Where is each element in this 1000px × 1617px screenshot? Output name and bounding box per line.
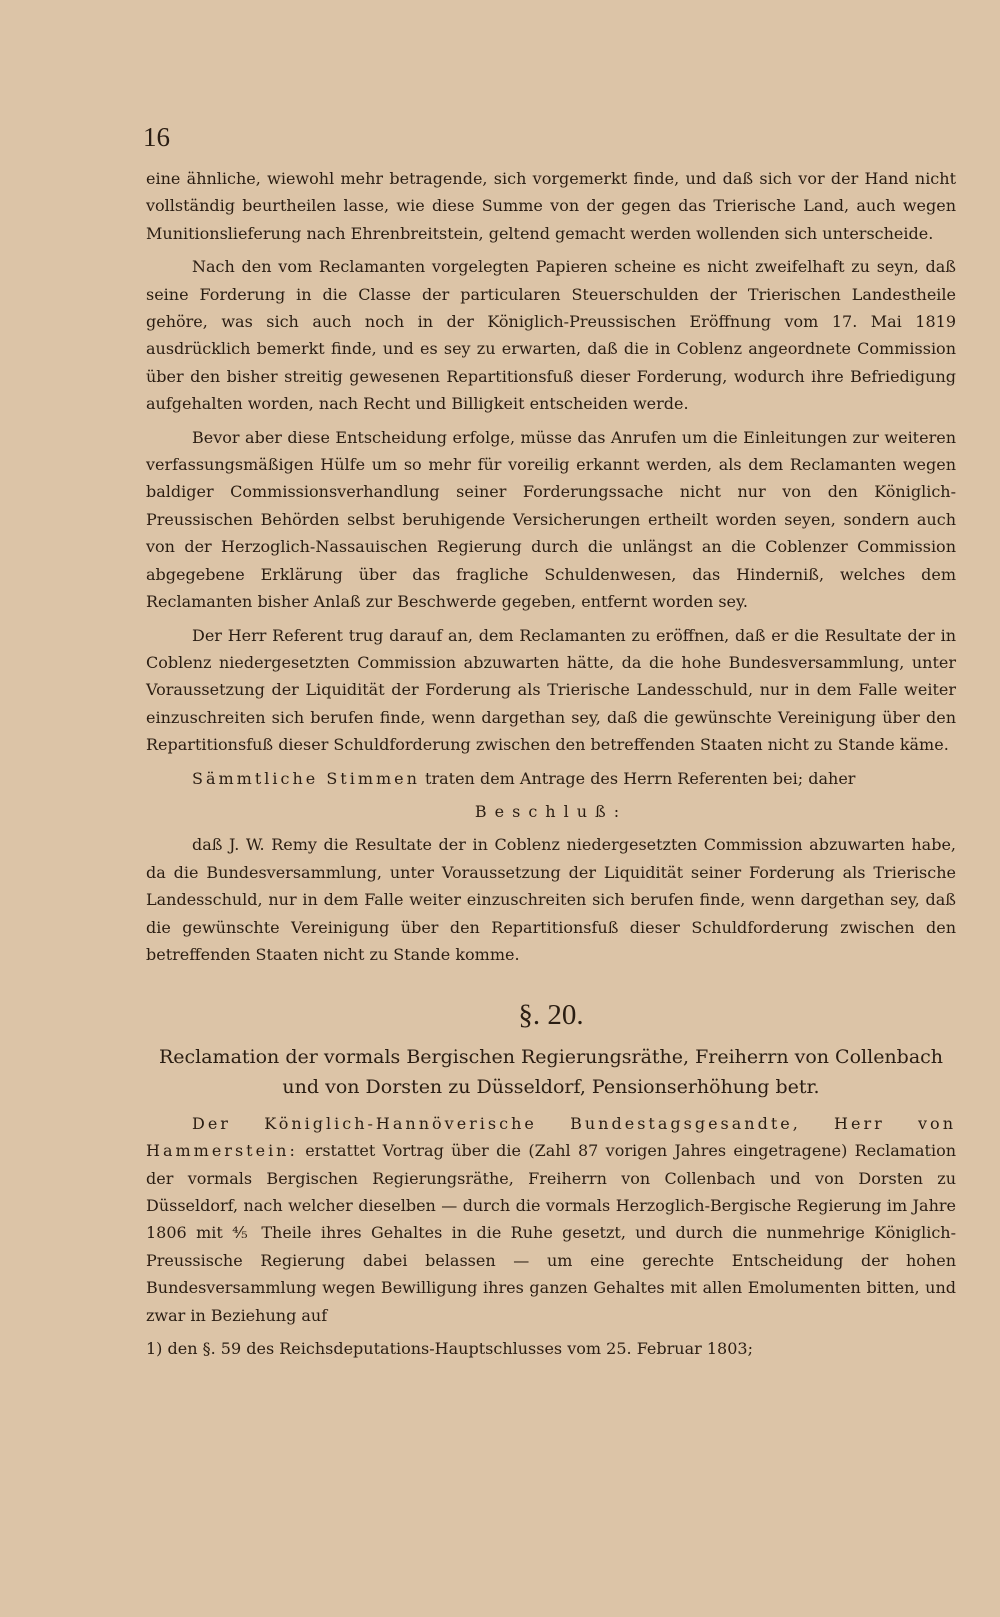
paragraph-5-rest: traten dem Antrage des Herrn Referenten bei; daher [419, 768, 856, 788]
section-title: Reclamation der vormals Bergischen Regierungsräthe, Freiherrn von Collenbach und von Dorsten zu Düsseldorf, Pensionserhöhung betr. [158, 1045, 944, 1098]
speaker-name: Der Königlich-Hannöverische Bundestagsgesandte, Herr von Hammerstein: [146, 1113, 956, 1161]
list-item-1: 1) den §. 59 des Reichsdeputations-Hauptschlusses vom 25. Februar 1803; [146, 1339, 753, 1359]
section-number: §. 20. [518, 999, 584, 1032]
resolution-heading: Beschluß: [474, 801, 628, 821]
paragraph-4: Der Herr Referent trug darauf an, dem Reclamanten zu eröffnen, daß er die Resultate der in Coblenz niedergesetzten Commission abzuwarten hätte, da die hohe Bundesversammlung, unter Voraussetzung der Liquidität der Forderung als Trierische Landesschuld, nur in dem Falle weiter einzuschreiten sich berufen finde, wenn dargethan sey, daß die gewünschte Vereinigung über den Repartitionsfuß dieser Schuldforderung zwischen den betreffenden Staaten nicht zu Stande käme. [146, 625, 956, 755]
paragraph-1: eine ähnliche, wiewohl mehr betragende, sich vorgemerkt finde, und daß sich vor der Hand nicht vollständig beurtheilen lasse, wie diese Summe von der gegen das Trierische Land, auch wegen Munitionslieferung nach Ehrenbreitstein, geltend gemacht werden wollenden sich unterscheide. [146, 169, 956, 243]
paragraph-5 [146, 765, 956, 792]
page-number: 16 [143, 122, 170, 152]
paragraph-2: Nach den vom Reclamanten vorgelegten Papieren scheine es nicht zweifelhaft zu seyn, daß seine Forderung in die Classe der particularen Steuerschulden der Trierischen Landestheile gehöre, was sich auch noch in der Königlich-Preussischen Eröffnung vom 17. Mai 1819 ausdrücklich bemerkt finde, und es sey zu erwarten, daß die in Coblenz angeordnete Commission über den bisher streitig gewesenen Repartitionsfuß dieser Forderung, wodurch ihre Befriedigung aufgehalten worden, nach Recht und Billigkeit entscheiden werde. [146, 257, 956, 414]
body-text [146, 165, 956, 1368]
paragraph-3: Bevor aber diese Entscheidung erfolge, müsse das Anrufen um die Einleitungen zur weiteren verfassungsmäßigen Hülfe um so mehr für voreilig erkannt werden, als dem Reclamanten wegen baldiger Commissionsverhandlung seiner Forderungssache nicht nur von den Königlich-Preussischen Behörden selbst beruhigende Versicherungen ertheilt worden seyen, sondern auch von der Herzoglich-Nassauischen Regierung durch die unlängst an die Coblenzer Commission abgegebene Erklärung über das fragliche Schuldenwesen, das Hinderniß, welches dem Reclamanten bisher Anlaß zur Beschwerde gegeben, entfernt worden sey. [146, 427, 956, 612]
paragraph-7-rest: erstattet Vortrag über die (Zahl 87 vorigen Jahres eingetragene) Reclamation der vormals Bergischen Regierungsräthe, Freiherrn von Collenbach und von Dorsten zu Düsseldorf, nach welcher dieselben — durch die vormals Herzoglich-Bergische Regierung im Jahre 1806 mit ⅘ Theile ihres Gehaltes in die Ruhe gesetzt, und durch die nunmehrige Königlich-Preussische Regierung dabei belassen — um eine gerechte Entscheidung der hohen Bundesversammlung wegen Bewilligung ihres ganzen Gehaltes mit allen Emolumenten bitten, und zwar in Beziehung auf [146, 1141, 956, 1325]
paragraph-7 [146, 1110, 956, 1329]
resolution-text: daß J. W. Remy die Resultate der in Coblenz niedergesetzten Commission abzuwarten habe, da die Bundesversammlung, unter Voraussetzung der Liquidität seiner Forderung als Trierische Landesschuld, nur in dem Falle weiter einzuschreiten sich berufen finde, wenn dargethan sey, daß die gewünschte Vereinigung über den Repartitionsfuß dieser Schuldforderung zwischen den betreffenden Staaten nicht zu Stande komme. [146, 835, 956, 964]
spaced-phrase: Sämmtliche Stimmen [192, 768, 420, 788]
